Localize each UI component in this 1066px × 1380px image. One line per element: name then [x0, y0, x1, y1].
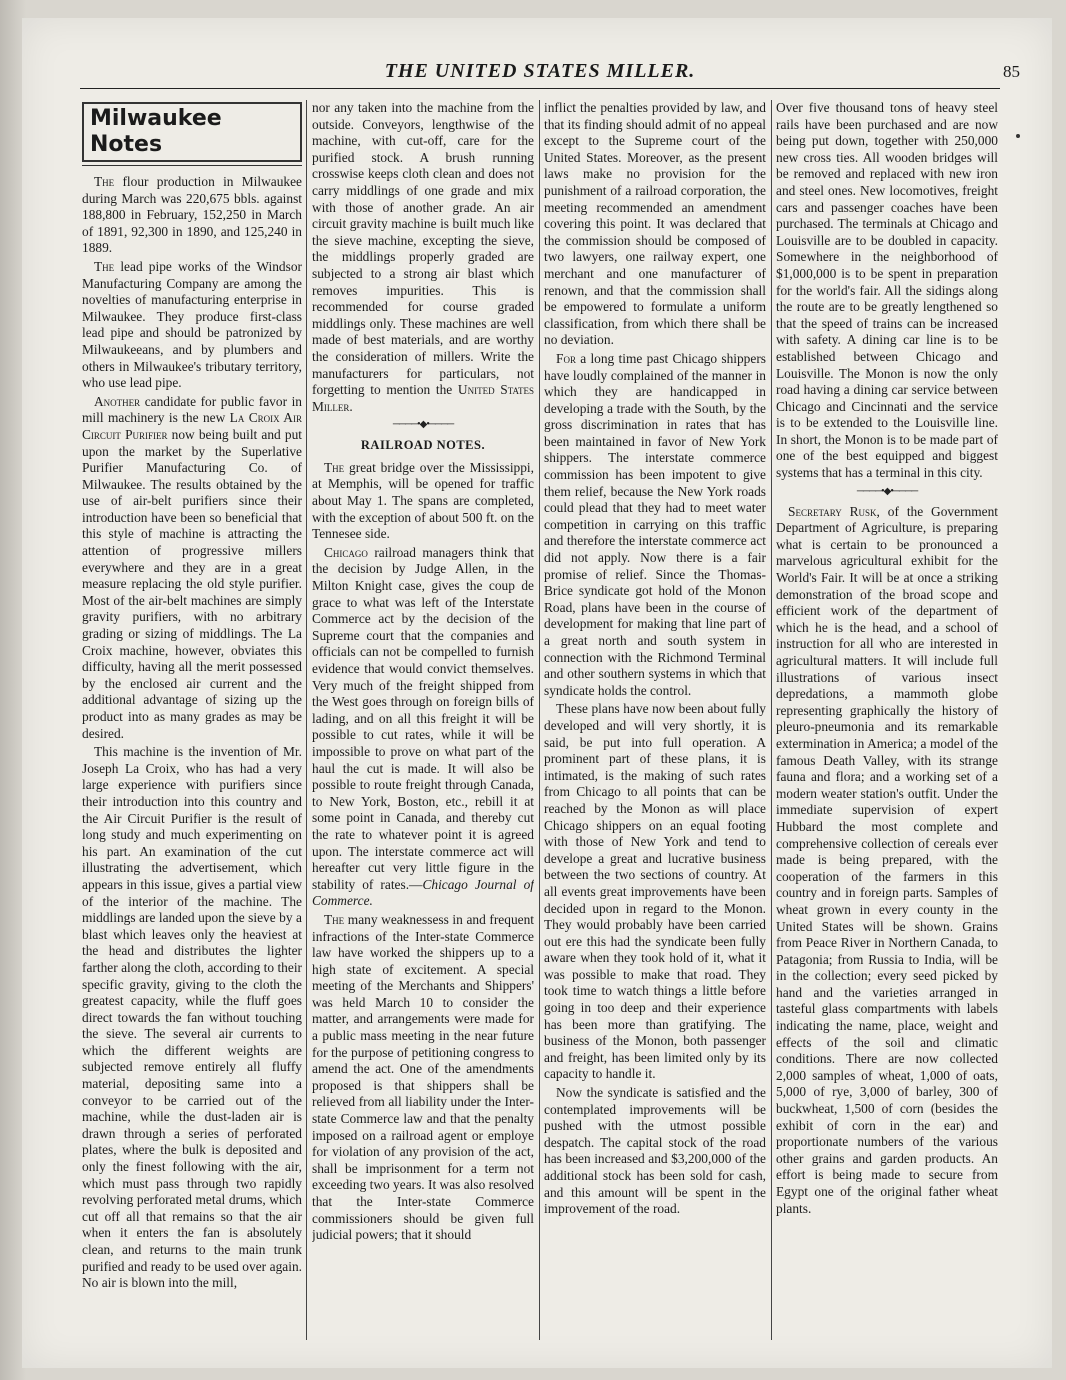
lead-word: The [94, 258, 115, 274]
lead-word: Secretary Rusk, [788, 503, 880, 519]
paragraph-text: many weaknessess in and frequent infractions of the Inter-state Commerce law have worked the shippers up to a high state of excitement. A special meeting of the Merchants and Shippers' was held March 10 to consider the matter, and arrangements were made for a public mass meeting in the near future for the purpose of petitioning congress to amend the act. One of the amendments proposed is that shippers shall be relieved from all liability under the Inter-state Commerce law and that the penalty imposed on a railroad agent or employe for violation of any provision of the act, shall be imprisonment for a term not exceeding two years. It was also resolved that the Inter-state Commerce commissioners should be given full judicial powers; that it should [312, 911, 534, 1243]
header-rule [80, 88, 1000, 89]
page-number: 85 [1003, 62, 1020, 81]
article-paragraph [312, 912, 534, 1244]
divider-ornament: ────•◆•──── [856, 485, 918, 497]
paragraph-text: nor any taken into the machine from the outside. Conveyors, lengthwise of the machine, with cut-off, care for the purified stock. A brush running crosswise keeps cloth clean and does not carry middlings of one grade and mix with those of another grade. An air circuit gravity machine is built much like the sieve machine, excepting the sieve, the middlings properly graded are subjected to a strong air blast which removes impurities. This is recommended for course graded middlings only. These machines are well made of best materials, and are worthy the consideration of millers. Write the manufacturers for particulars, not forgetting to mention the [312, 100, 534, 398]
column-3 [544, 100, 766, 1340]
article-paragraph [82, 259, 302, 392]
article-paragraph: Now the syndicate is satisfied and the contemplated improvements will be pushed with the utmost possible despatch. The capital stock of the road has been increased and $3,200,000 of the additional stock has been sold for cash, and this amount will be spent in the improvement of the road. [544, 1085, 766, 1217]
article-paragraph [544, 351, 766, 699]
paragraph-text: now being built and put upon the market by the Superlative Purifier Manufacturing Co. of Milwaukee. The results obtained by the use of air-belt purifiers since their introduction have been so beneficial that this style of machine is attracting the attention of progressive millers everywhere and they are in a great measure replacing the old style purifier. Most of the air-belt machines are simply gravity purifiers, with no arbitrary grading or sizing of middlings. The La Croix machine, however, obviates this difficulty, having all the merit possessed by the enclosed air current and the additional advantage of sizing up the product into as many grades as may be desired. [82, 426, 302, 741]
publication-title: THE UNITED STATES MILLER. [384, 60, 696, 82]
divider-ornament: ────•◆•──── [392, 419, 454, 431]
lead-word: Chicago [324, 544, 368, 560]
column-rule [306, 100, 307, 1340]
article-paragraph: This machine is the invention of Mr. Joseph La Croix, who has had a very large experience with purifiers since their introduction into this country and the Air Circuit Purifier is the result of long study and much experimenting on his part. An examination of the cut illustrating the advertisement, which appears in this issue, gives a partial view of the interior of the machine. The middlings are landed upon the sieve by a blast which leaves only the heaviest at the head and distributes the lighter farther along the cloth, according to their specific gravity, giving to the cloth the greatest capacity, while the fluff goes direct towards the fan without touching the sieve. The several air currents to which the different weights are subjected remove entirely all fluffy material, depositing same into a conveyor to be carried out of the machine, while the dust-laden air is drawn through a series of perforated plates, where the bulk is deposited and only the finest following with the air, which must pass through two rapidly revolving perforated metal drums, which cut off all that remains so that the air when it enters the fan is absolutely clean, and returns to the main trunk purified and ready to be used over again. No air is blown into the mill, [82, 744, 302, 1291]
paragraph-text: of the Government Department of Agriculture, is preparing what is certain to be pronounced a marvelous agricultural exhibit for the World's Fair. It will be at once a striking demonstration of the broad scope and efficient work of the department of which he is the head, and a school of instruction for all who are interested in agricultural matters. It will include full illustrations of various insect depredations, a mammoth globe representing graphically the history of pleuro-pneumonia and its remarkable extermination in America; a model of the famous Death Valley, with its strange fauna and flora; and a working set of a modern weater station's outfit. Under the immediate supervision of expert Hubbard the most complete and comprehensive collection of cereals ever made is being prepared, with the cooperation of the farmers in this country and in foreign parts. Samples of wheat grown in every county in the United States will be shown. Grains from Peace River in Northern Canada, to Patagonia; from Russia to India, will be in the collection; every seed picked by hand and the varieties arranged in tasteful glass compartments with labels indicating the name, place, weight and effects of the soil and climatic conditions. There are now collected 2,000 samples of wheat, 1,000 of oats, 5,000 of rye, 3,000 of barley, 300 of buckwheat, 1,500 of corn (besides the exhibit of corn in the ear) and proportionate numbers of the various other grains and garden products. An effort is being made to secure from Egypt one of the original father wheat plants. [776, 503, 998, 1216]
lead-word: The [94, 174, 115, 189]
section-heading-milwaukee-notes: Milwaukee Notes [82, 102, 302, 162]
paragraph-text: candidate for public favor in mill machinery is the new [82, 393, 302, 426]
product-name: La Croix Air Circuit Purifier [82, 410, 302, 442]
article-paragraph: These plans have now been about fully developed and will very shortly, it is said, be put into full operation. A prominent part of these plans, it is intimated, is the making of such rates from Chicago to all points that can be reached by the Monon as will place Chicago shippers on an equal footing with those of New York and tend to develope a great and lucrative business between the two sections of country. At all events great improvements have been decided upon in regard to the Monon. They would probably have been carried out ere this had the syndicate been fully aware when they took hold of it, what it was possible to make that road. They took time to watch things a little before going in too deep and their experience has been more than gratifying. The business of the Monon, both passenger and freight, has been limited only by its capacity to handle it. [544, 701, 766, 1082]
lead-word: The [324, 911, 345, 927]
lead-word: The [324, 459, 345, 475]
source-credit: Chicago Journal of Commerce. [312, 876, 534, 909]
article-paragraph: Over five thousand tons of heavy steel rails have been purchased and are now being put down, together with 250,000 new cross ties. All wooden bridges will be removed and replaced with new iron and steel ones. New locomotives, freight cars and passenger coaches have been purchased. The terminals at Chicago and Louisville are to be doubled in capacity. Somewhere in the neighborhood of $1,000,000 is to be spent in preparation for the world's fair. All the sidings along the route are to be greatly lengthened so that the speed of trains can be increased with safety. A dining car line is to be established between Chicago and Louisville. The Monon is now the only road having a dining car service between Chicago and Cincinnati and the service is to be extended to the Louisville line. In short, the Monon is to be made part of one of the best equipped and biggest systems that has a terminal in this city. [776, 100, 998, 481]
column-1 [82, 100, 302, 1340]
article-paragraph [82, 174, 302, 257]
running-head [60, 56, 1020, 86]
column-rule [539, 100, 540, 1340]
paragraph-text: flour production in Milwaukee during March was 220,675 bbls. against 188,800 in February, 152,250 in March of 1891, 92,300 in 1890, and 125,240 in 1889. [82, 174, 302, 256]
lead-word: For [556, 350, 576, 366]
paragraph-text: railroad managers think that the decision by Judge Allen, in the Milton Knight case, gives the coup de grace to what was left of the Interstate Commerce act by the decision of the Supreme court that the companies and officials can not be compelled to furnish evidence that would convict themselves. Very much of the freight shipped from the West goes through on foreign bills of lading, and on all this freight it will be possible to cut rates, while it will be impossible to prove on what part of the haul the cut is made. It will also be possible to route freight through Canada, to New York, Boston, etc., rebill it at some point in Canada, and thereby cut the rate to whatever point it is agreed upon. The interstate commerce act will hereafter cut very little figure in the stability of rates.— [312, 544, 534, 892]
publication-name: United States Miller. [312, 382, 534, 414]
section-heading-railroad-notes: RAILROAD NOTES. [360, 438, 486, 453]
article-paragraph [312, 100, 534, 415]
heading-rule [82, 165, 302, 166]
article-paragraph [776, 504, 998, 1218]
paragraph-text: lead pipe works of the Windsor Manufacturing Company are among the novelties of manufacturing enterprise in Milwaukee. They produce first-class lead pipe and should be patronized by Milwaukeeans, and by plumbers and others in Milwaukee's tributary territory, who use lead pipe. [82, 258, 302, 391]
article-paragraph [82, 394, 302, 742]
column-rule [771, 100, 772, 1340]
article-paragraph [312, 545, 534, 910]
article-paragraph: inflict the penalties provided by law, and that its finding should admit of no appeal except to the Supreme court of the United States. Moreover, as the present laws make no provision for the punishment of a railroad corporation, the meeting recommended an amendment covering this point. It was declared that the commission should be composed of two lawyers, one railway expert, one merchant and one manufacturer of renown, and that the commission shall be empowered to formulate a uniform classification, from which there shall be no deviation. [544, 100, 766, 348]
scan-speck [1016, 134, 1020, 138]
paragraph-text: a long time past Chicago shippers have loudly complained of the manner in which they are handicapped in developing a trade with the South, by the gross discrimination in rates that has been maintained in favor of New York shippers. The interstate commerce commission has been impotent to give them relief, because the New York roads could plead that they had to meet water competition in carrying on this traffic and therefore the interstate commerce act did not apply. Now there is a fair promise of relief. Since the Thomas-Brice syndicate got hold of the Monon Road, plans have been in the course of development for making that line part of a great north and south system in connection with the Richmond Terminal and other southern systems in which that syndicate holds the control. [544, 350, 766, 698]
paragraph-text: great bridge over the Mississippi, at Memphis, will be opened for traffic about May 1. The spans are completed, with the exception of about 500 ft. on the Tennesee side. [312, 459, 534, 542]
column-2 [312, 100, 534, 1340]
lead-word: Another [94, 393, 141, 409]
article-paragraph [312, 460, 534, 543]
column-4 [776, 100, 998, 1340]
